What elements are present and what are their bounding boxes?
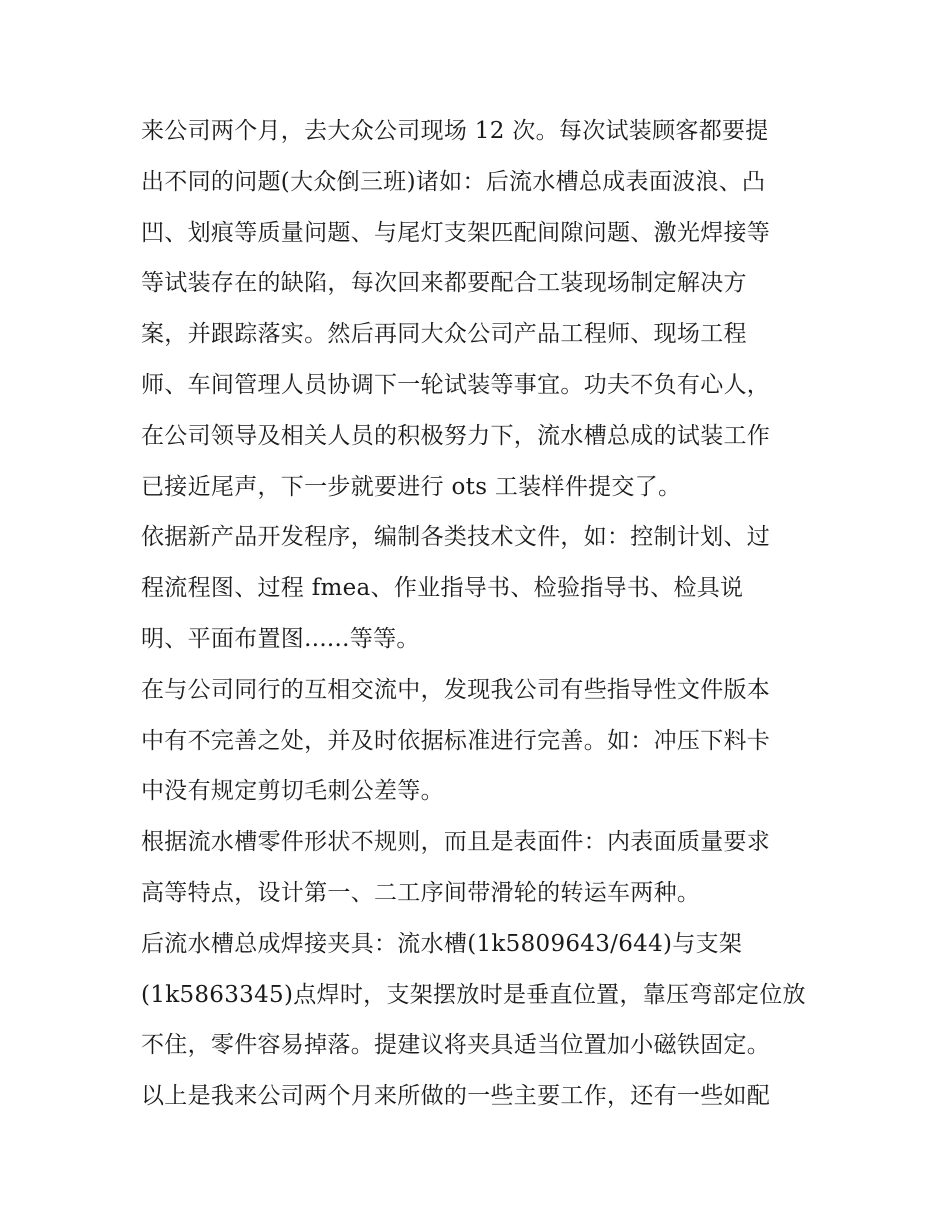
text-line: (1k5863345)点焊时，支架摆放时是垂直位置，靠压弯部定位放 (141, 981, 806, 1008)
text-line: 等试装存在的缺陷，每次回来都要配合工装现场制定解决方 (141, 270, 747, 297)
text-line: 不住，零件容易掉落。提建议将夹具适当位置加小磁铁固定。 (141, 1032, 771, 1059)
text-line: 根据流水槽零件形状不规则，而且是表面件：内表面质量要求 (141, 829, 771, 856)
text-line: 来公司两个月，去大众公司现场 12 次。每次试装顾客都要提 (141, 118, 769, 144)
text-line: 出不同的问题(大众倒三班)诸如：后流水槽总成表面波浪、凸 (141, 168, 766, 195)
text-line: 后流水槽总成焊接夹具：流水槽(1k5809643/644)与支架 (141, 930, 743, 957)
text-line: 案，并跟踪落实。然后再同大众公司产品工程师、现场工程 (141, 321, 747, 348)
text-line: 中没有规定剪切毛刺公差等。 (141, 778, 444, 805)
text-line: 以上是我来公司两个月来所做的一些主要工作，还有一些如配 (141, 1083, 771, 1110)
text-line: 中有不完善之处，并及时依据标准进行完善。如：冲压下料卡 (141, 727, 771, 754)
text-line: 程流程图、过程 fmea、作业指导书、检验指导书、检具说 (141, 575, 744, 602)
text-line: 师、车间管理人员协调下一轮试装等事宜。功夫不负有心人， (141, 371, 771, 398)
document-body-text (141, 106, 821, 1122)
text-line: 明、平面布置图......等等。 (141, 625, 420, 652)
text-line: 依据新产品开发程序，编制各类技术文件，如：控制计划、过 (141, 524, 771, 551)
text-line: 高等特点，设计第一、二工序间带滑轮的转运车两种。 (141, 879, 701, 906)
text-line: 在与公司同行的互相交流中，发现我公司有些指导性文件版本 (141, 676, 771, 703)
text-line: 已接近尾声，下一步就要进行 ots 工装样件提交了。 (141, 473, 682, 500)
text-line: 凹、划痕等质量问题、与尾灯支架匹配间隙问题、激光焊接等 (141, 219, 771, 246)
text-line: 在公司领导及相关人员的积极努力下，流水槽总成的试装工作 (141, 422, 771, 449)
